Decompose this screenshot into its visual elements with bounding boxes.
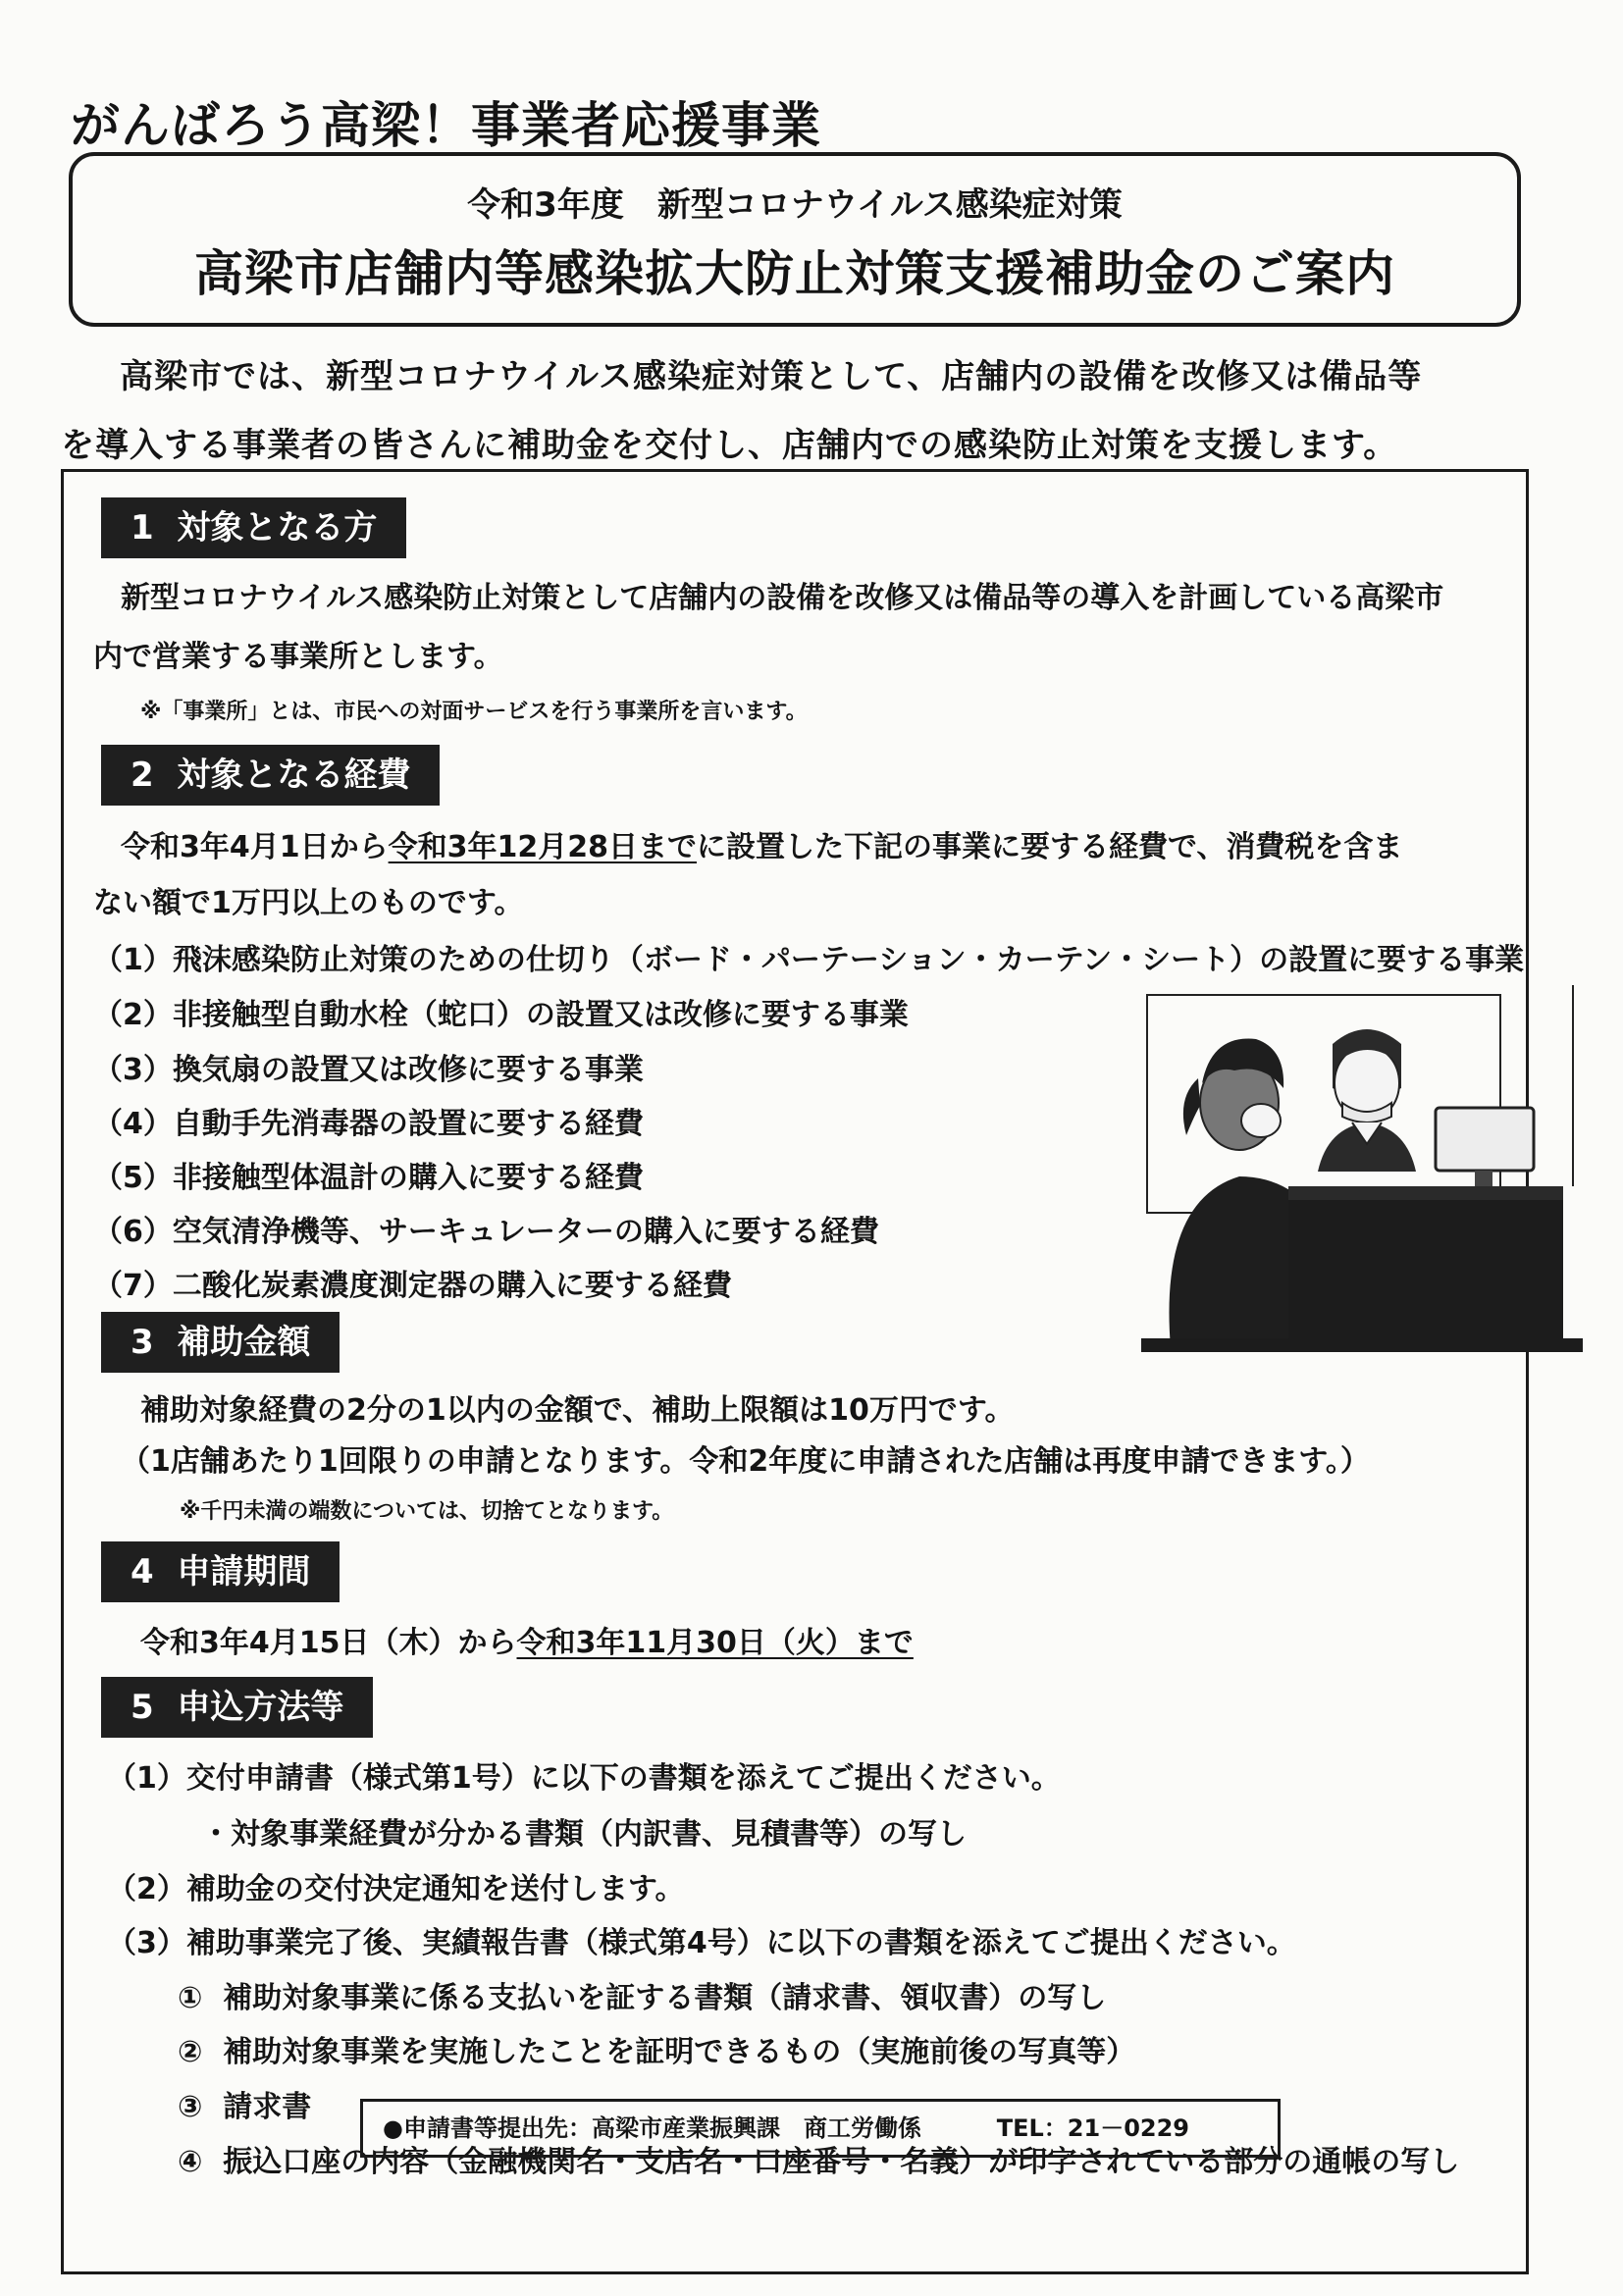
application-step-3: （3）補助事業完了後、実績報告書（様式第4号）に以下の書類を添えてご提出ください。 xyxy=(107,1926,1296,1960)
section-3-line-2: （1店舗あたり1回限りの申請となります。令和2年度に申請された店舗は再度申請できます。） xyxy=(121,1444,1370,1479)
section-3-heading: 3 補助金額 xyxy=(101,1312,340,1373)
section-2-line-1: 令和3年4月1日から令和3年12月28日までに設置した下記の事業に要する経費で、消費税を含ま xyxy=(121,830,1403,864)
section-1-line-2: 内で営業する事業所とします。 xyxy=(93,640,503,674)
main-content-box xyxy=(61,469,1529,2274)
section-5-heading: 5 申込方法等 xyxy=(101,1677,373,1738)
report-doc-2: ② 補助対象事業を実施したことを証明できるもの（実施前後の写真等） xyxy=(178,2035,1136,2069)
section-1-note: ※「事業所」とは、市民への対面サービスを行う事業所を言います。 xyxy=(140,700,808,724)
report-doc-1: ① 補助対象事業に係る支払いを証する書類（請求書、領収書）の写し xyxy=(178,1981,1107,2015)
staff-person xyxy=(1318,1029,1416,1172)
report-doc-3: ③ 請求書 xyxy=(178,2090,312,2124)
application-period: 令和3年4月15日（木）から令和3年11月30日（火）まで xyxy=(140,1626,914,1660)
contact-phone: TEL：21－0229 xyxy=(996,2114,1189,2142)
contact-label: ●申請書等提出先：高梁市産業振興課 商工労働係 xyxy=(383,2114,921,2142)
section-1-heading: 1 対象となる方 xyxy=(101,497,406,558)
section-4-heading: 4 申請期間 xyxy=(101,1541,340,1602)
counter-illustration xyxy=(1141,985,1583,1358)
expense-item-2: （2）非接触型自動水栓（蛇口）の設置又は改修に要する事業 xyxy=(93,998,909,1032)
contact-box xyxy=(360,2099,1281,2158)
expense-item-4: （4）自動手先消毒器の設置に要する経費 xyxy=(93,1107,644,1141)
section-3-line-1: 補助対象経費の2分の1以内の金額で、補助上限額は10万円です。 xyxy=(140,1393,1015,1428)
application-step-1-sub: ・対象事業経費が分かる書類（内訳書、見積書等）の写し xyxy=(201,1817,967,1852)
application-step-1: （1）交付申請書（様式第1号）に以下の書類を添えてご提出ください。 xyxy=(107,1761,1061,1796)
intro-line-1: 高梁市では、新型コロナウイルス感染症対策として、店舗内の設備を改修又は備品等 xyxy=(120,357,1423,396)
deadline-date: 令和3年12月28日まで xyxy=(388,830,697,864)
application-step-2: （2）補助金の交付決定通知を送付します。 xyxy=(107,1872,685,1906)
section-2-heading: 2 対象となる経費 xyxy=(101,745,440,806)
period-end-date: 令和3年11月30日（火）まで xyxy=(516,1626,914,1660)
monitor-icon xyxy=(1436,1108,1534,1186)
program-title: がんばろう高梁！事業者応援事業 xyxy=(71,97,821,154)
title-box xyxy=(69,152,1521,327)
report-doc-4: ④ 振込口座の内容（金融機関名・支店名・口座番号・名義）が印字されている部分の通帳の写し xyxy=(178,2145,1460,2179)
title-subtitle: 令和3年度 新型コロナウイルス感染症対策 xyxy=(467,185,1123,225)
intro-line-2: を導入する事業者の皆さんに補助金を交付し、店舗内での感染防止対策を支援します。 xyxy=(61,426,1398,465)
section-1-line-1: 新型コロナウイルス感染防止対策として店舗内の設備を改修又は備品等の導入を計画している高梁市 xyxy=(121,581,1444,615)
section-2-line-2: ない額で1万円以上のものです。 xyxy=(93,886,524,920)
expense-item-3: （3）換気扇の設置又は改修に要する事業 xyxy=(93,1053,644,1087)
expense-item-7: （7）二酸化炭素濃度測定器の購入に要する経費 xyxy=(93,1269,732,1303)
page-title: 高梁市店舗内等感染拡大防止対策支援補助金のご案内 xyxy=(194,245,1395,302)
expense-item-5: （5）非接触型体温計の購入に要する経費 xyxy=(93,1161,644,1195)
expense-item-6: （6）空気清浄機等、サーキュレーターの購入に要する経費 xyxy=(93,1215,879,1249)
expense-item-1: （1）飛沫感染防止対策のための仕切り（ボード・パーテーション・カーテン・シート）の設置に要する事業 xyxy=(93,943,1525,977)
section-3-note: ※千円未満の端数については、切捨てとなります。 xyxy=(180,1499,674,1524)
